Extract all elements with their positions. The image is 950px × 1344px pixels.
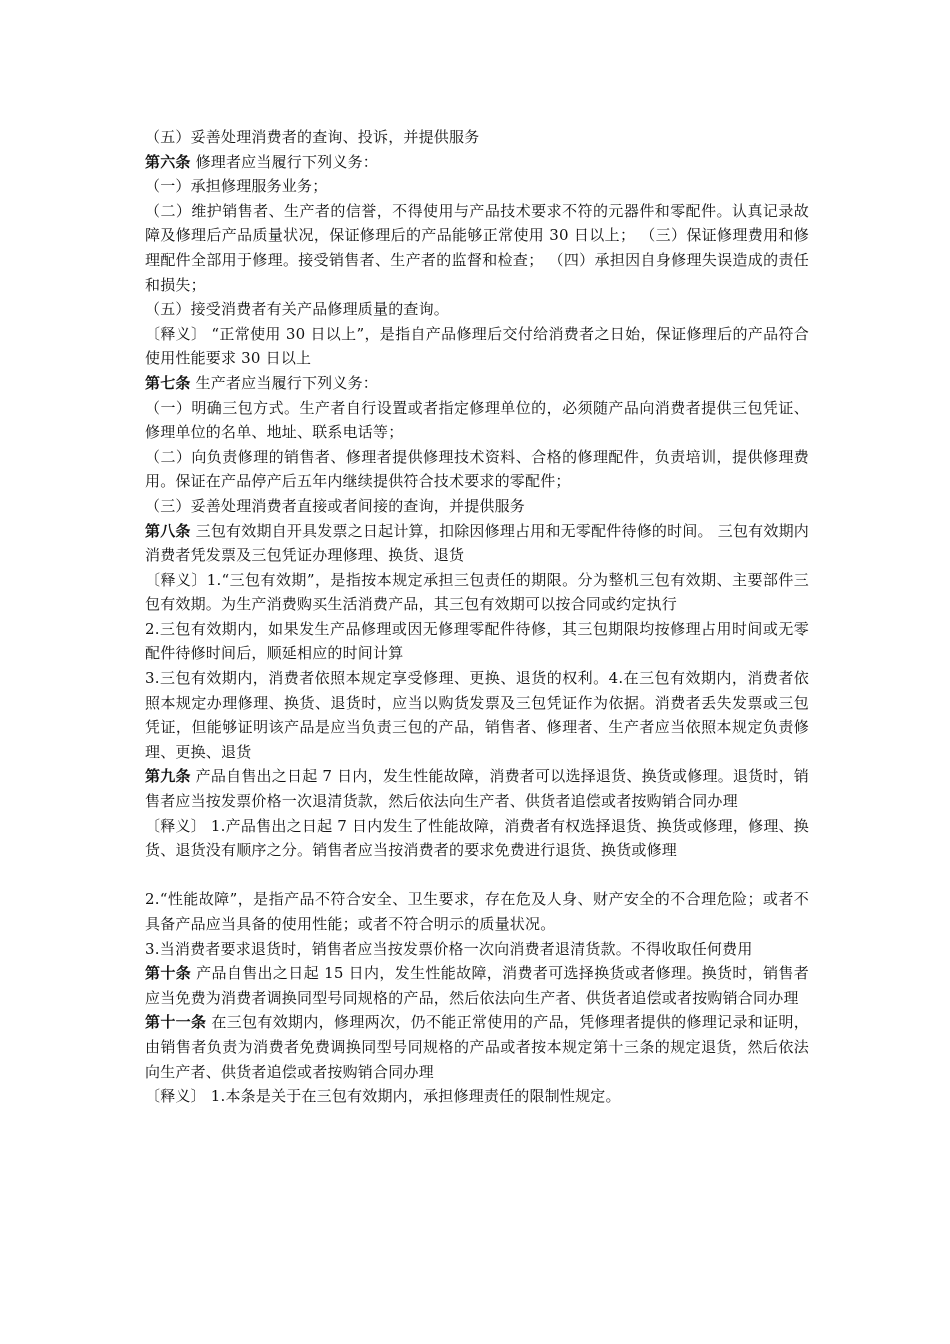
article-11: 第十一条 在三包有效期内，修理两次，仍不能正常使用的产品，凭修理者提供的修理记录和证明，由销售者负责为消费者免费调换同型号同规格的产品或者按本规定第十三条的规定退货，然后依法向生产者、供货者追偿或者按购销合同办理 [145,1013,809,1081]
article-8: 第八条 三包有效期自开具发票之日起计算，扣除因修理占用和无零配件待修的时间。 三包有效期内消费者凭发票及三包凭证办理修理、换货、退货 [145,521,809,565]
article-number: 第八条 [145,521,191,540]
article-number: 第九条 [145,767,191,786]
article-7-item-2: （二）向负责修理的销售者、修理者提供修理技术资料、合格的修理配件，负责培训，提供修理费用。保证在产品停产后五年内继续提供符合技术要求的零配件； [145,447,809,491]
article-9-interpretation-1: 〔释义〕 1.产品售出之日起 7 日内发生了性能故障，消费者有权选择退货、换货或修理，修理、换货、退货没有顺序之分。销售者应当按消费者的要求免费进行退货、换货或修理 [145,816,809,860]
article-6-item-5: （五）接受消费者有关产品修理质量的查询。 [145,300,450,319]
document-page [145,125,809,1109]
article-number: 第十一条 [145,1013,207,1032]
article-number: 第七条 [145,373,191,392]
article-7-heading: 第七条 生产者应当履行下列义务： [145,373,378,392]
blank-line [145,863,809,888]
article-6-item-1: （一）承担修理服务业务； [145,177,328,196]
article-8-interpretation-2: 2.三包有效期内，如果发生产品修理或因无修理零配件待修，其三包期限均按修理占用时间或无零配件待修时间后，顺延相应的时间计算 [145,619,809,663]
article-8-interpretation-1: 〔释义〕1.“三包有效期”，是指按本规定承担三包责任的期限。分为整机三包有效期、主要部件三包有效期。为生产消费购买生活消费产品，其三包有效期可以按合同或约定执行 [145,570,809,614]
article-10: 第十条 产品自售出之日起 15 日内，发生性能故障，消费者可选择换货或者修理。换货时，销售者应当免费为消费者调换同型号同规格的产品，然后依法向生产者、供货者追偿或者按购销合同办理 [145,964,809,1007]
article-6-item-2: （二）维护销售者、生产者的信誉，不得使用与产品技术要求不符的元器件和零配件。认真记录故障及修理后产品质量状况，保证修理后的产品能够正常使用 30 日以上； （三）保证修理费用和修理配件全部用于修理。接受销售者、生产者的监督和检查； （四）承担因自身修理失误造成的责任和损失； [145,201,809,294]
article-7-item-1: （一）明确三包方式。生产者自行设置或者指定修理单位的，必须随产品向消费者提供三包凭证、修理单位的名单、地址、联系电话等； [145,398,809,442]
article-number: 第十条 [145,964,192,983]
article-9: 第九条 产品自售出之日起 7 日内，发生性能故障，消费者可以选择退货、换货或修理。退货时，销售者应当按发票价格一次退清货款，然后依法向生产者、供货者追偿或者按购销合同办理 [145,767,809,811]
article-7-item-3: （三）妥善处理消费者直接或者间接的查询，并提供服务 [145,496,526,515]
article-11-interpretation-1: 〔释义〕 1.本条是关于在三包有效期内，承担修理责任的限制性规定。 [145,1087,621,1106]
article-6-interpretation: 〔释义〕 “正常使用 30 日以上”，是指自产品修理后交付给消费者之日始，保证修理后的产品符合使用性能要求 30 日以上 [145,324,809,368]
article-8-interpretation-3: 3.三包有效期内，消费者依照本规定享受修理、更换、退货的权利。4.在三包有效期内，消费者依照本规定办理修理、换货、退货时，应当以购货发票及三包凭证作为依据。消费者丢失发票或三包凭证，但能够证明该产品是应当负责三包的产品，销售者、修理者、生产者应当依照本规定负责修理、更换、退货 [145,669,809,761]
article-6-heading: 第六条 修理者应当履行下列义务： [145,152,378,171]
article-number: 第六条 [145,152,191,171]
article-9-interpretation-2: 2.“性能故障”，是指产品不符合安全、卫生要求，存在危及人身、财产安全的不合理危险；或者不具备产品应当具备的使用性能；或者不符合明示的质量状况。 [145,890,809,933]
paragraph-5-service: （五）妥善处理消费者的查询、投诉，并提供服务 [145,128,480,146]
article-9-interpretation-3: 3.当消费者要求退货时，销售者应当按发票价格一次向消费者退清货款。不得收取任何费用 [145,939,753,958]
